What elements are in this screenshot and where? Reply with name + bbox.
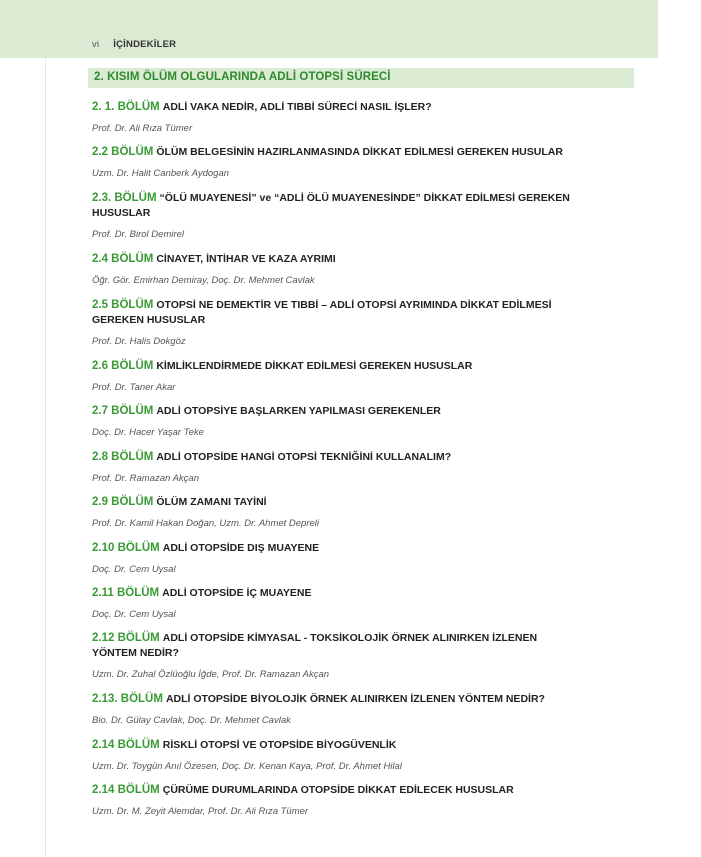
- chapter-number: 2.2 BÖLÜM: [92, 146, 154, 158]
- toc-entry[interactable]: [92, 692, 572, 726]
- running-header: [92, 39, 176, 50]
- chapter-number: 2.7 BÖLÜM: [92, 405, 154, 417]
- toc-entry[interactable]: [92, 100, 572, 134]
- chapter-authors: Uzm. Dr. Halit Canberk Aydogan: [92, 168, 230, 179]
- chapter-title: KİMLİKLENDİRMEDE DİKKAT EDİLMESİ GEREKEN HUSUSLAR: [156, 360, 473, 372]
- chapter-heading[interactable]: [92, 191, 572, 221]
- chapter-number: 2.9 BÖLÜM: [92, 496, 154, 508]
- chapter-authors: Prof. Dr. Taner Akar: [92, 382, 176, 393]
- chapter-authors: Prof. Dr. Kamil Hakan Doğan, Uzm. Dr. Ahmet Depreli: [92, 518, 320, 529]
- chapter-number: 2.5 BÖLÜM: [92, 299, 154, 311]
- chapter-title: ADLİ OTOPSİDE KİMYASAL - TOKSİKOLOJİK ÖRNEK ALINIRKEN İZLENEN YÖNTEM NEDİR?: [92, 632, 538, 659]
- toc-entry[interactable]: [92, 495, 572, 529]
- chapter-authors: Prof. Dr. Ali Rıza Tümer: [92, 123, 193, 134]
- chapter-number: 2.14 BÖLÜM: [92, 739, 160, 751]
- chapter-number: 2.4 BÖLÜM: [92, 253, 154, 265]
- chapter-title: ÖLÜM ZAMANI TAYİNİ: [156, 496, 267, 508]
- chapter-title: CİNAYET, İNTİHAR VE KAZA AYRIMI: [156, 253, 336, 265]
- chapter-authors: Öğr. Gör. Emirhan Demiray, Doç. Dr. Mehmet Cavlak: [92, 275, 315, 286]
- chapter-heading[interactable]: [92, 298, 572, 328]
- toc-entry[interactable]: [92, 298, 572, 347]
- chapter-title: ADLİ OTOPSİDE HANGİ OTOPSİ TEKNİĞİNİ KULLANALIM?: [156, 451, 452, 463]
- toc-entry[interactable]: [92, 252, 572, 286]
- chapter-title: ADLİ OTOPSİDE DIŞ MUAYENE: [162, 542, 320, 554]
- chapter-authors: Doç. Dr. Cem Uysal: [92, 609, 176, 620]
- chapter-number: 2.11 BÖLÜM: [92, 587, 160, 599]
- chapter-title: ÖLÜM BELGESİNİN HAZIRLANMASINDA DİKKAT EDİLMESİ GEREKEN HUSULAR: [156, 146, 563, 158]
- chapter-heading[interactable]: [92, 738, 572, 753]
- chapter-heading[interactable]: [92, 495, 572, 510]
- chapter-heading[interactable]: [92, 100, 572, 115]
- toc-entry[interactable]: [92, 738, 572, 772]
- chapter-authors: Uzm. Dr. Zuhal Özlüoğlu İğde, Prof. Dr. Ramazan Akçan: [92, 669, 330, 680]
- chapter-number: 2. 1. BÖLÜM: [92, 101, 160, 113]
- toc-entry[interactable]: [92, 404, 572, 438]
- toc-entry[interactable]: [92, 359, 572, 393]
- chapter-heading[interactable]: [92, 359, 572, 374]
- chapter-number: 2.10 BÖLÜM: [92, 542, 160, 554]
- chapter-title: ADLİ OTOPSİDE İÇ MUAYENE: [162, 587, 312, 599]
- chapter-heading[interactable]: [92, 252, 572, 267]
- toc-entry[interactable]: [92, 450, 572, 484]
- chapter-authors: Prof. Dr. Halis Dokgöz: [92, 336, 186, 347]
- chapter-authors: Doç. Dr. Hacer Yaşar Teke: [92, 427, 204, 438]
- chapter-authors: Uzm. Dr. Toygün Anıl Özesen, Doç. Dr. Kenan Kaya, Prof. Dr. Ahmet Hilal: [92, 761, 402, 772]
- toc-entry[interactable]: [92, 191, 572, 240]
- chapter-number: 2.12 BÖLÜM: [92, 632, 160, 644]
- chapter-authors: Prof. Dr. Birol Demirel: [92, 229, 185, 240]
- page-number: vi: [92, 39, 100, 50]
- chapter-heading[interactable]: [92, 404, 572, 419]
- chapter-title: “ÖLÜ MUAYENESİ” ve “ADLİ ÖLÜ MUAYENESİNDE” DİKKAT EDİLMESİ GEREKEN HUSUSLAR: [92, 192, 570, 219]
- toc-entry[interactable]: [92, 586, 572, 620]
- chapter-heading[interactable]: [92, 450, 572, 465]
- chapter-number: 2.6 BÖLÜM: [92, 360, 154, 372]
- chapter-title: OTOPSİ NE DEMEKTİR VE TIBBİ – ADLİ OTOPSİ AYRIMINDA DİKKAT EDİLMESİ GEREKEN HUSUSLAR: [92, 299, 552, 326]
- chapter-number: 2.13. BÖLÜM: [92, 693, 163, 705]
- chapter-number: 2.8 BÖLÜM: [92, 451, 154, 463]
- chapter-heading[interactable]: [92, 692, 572, 707]
- chapter-heading[interactable]: [92, 631, 572, 661]
- toc-entry[interactable]: [92, 631, 572, 680]
- chapter-title: ADLİ OTOPSİYE BAŞLARKEN YAPILMASI GEREKENLER: [156, 405, 441, 417]
- chapter-title: ADLİ VAKA NEDİR, ADLİ TIBBİ SÜRECİ NASIL İŞLER?: [162, 101, 432, 113]
- chapter-authors: Uzm. Dr. M. Zeyit Alemdar, Prof. Dr. Ali Rıza Tümer: [92, 806, 309, 817]
- chapter-authors: Bio. Dr. Gülay Cavlak, Doç. Dr. Mehmet Cavlak: [92, 715, 291, 726]
- chapter-title: RİSKLİ OTOPSİ VE OTOPSİDE BİYOGÜVENLİK: [162, 739, 397, 751]
- toc-entry[interactable]: [92, 145, 572, 179]
- chapter-title: ADLİ OTOPSİDE BİYOLOJİK ÖRNEK ALINIRKEN İZLENEN YÖNTEM NEDİR?: [165, 693, 545, 705]
- chapter-title: ÇÜRÜME DURUMLARINDA OTOPSİDE DİKKAT EDİLECEK HUSUSLAR: [162, 784, 514, 796]
- chapter-heading[interactable]: [92, 586, 572, 601]
- chapter-number: 2.14 BÖLÜM: [92, 784, 160, 796]
- chapter-authors: Prof. Dr. Ramazan Akçan: [92, 473, 200, 484]
- toc-entry[interactable]: [92, 541, 572, 575]
- chapter-heading[interactable]: [92, 145, 572, 160]
- chapter-heading[interactable]: [92, 783, 572, 798]
- part-title: 2. KISIM ÖLÜM OLGULARINDA ADLİ OTOPSİ SÜRECİ: [94, 71, 391, 83]
- chapter-authors: Doç. Dr. Cem Uysal: [92, 564, 176, 575]
- toc-entry[interactable]: [92, 783, 572, 817]
- chapter-heading[interactable]: [92, 541, 572, 556]
- running-title: İÇİNDEKİLER: [113, 39, 177, 50]
- chapter-number: 2.3. BÖLÜM: [92, 192, 157, 204]
